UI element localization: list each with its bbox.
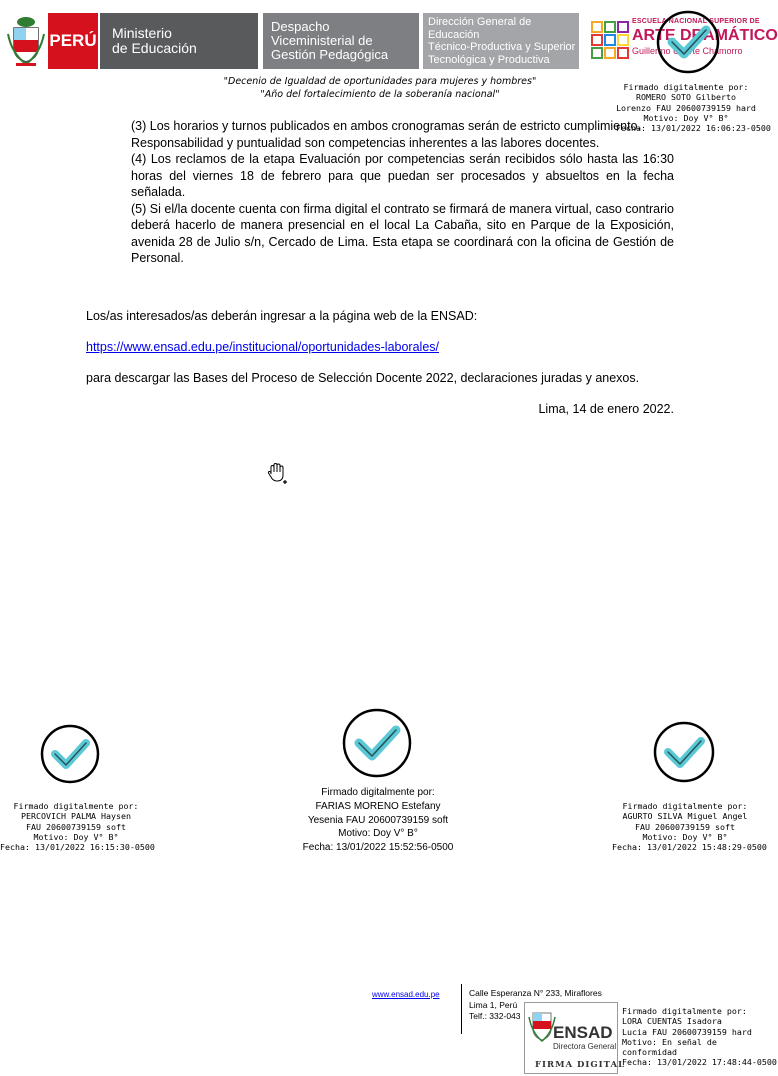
decenio-line-1: "Decenio de Igualdad de oportunidades para mujeres y hombres" [223,76,537,87]
check-circle-icon [654,8,722,76]
conditions-list [131,118,674,267]
signature-line: Motivo: Doy V° B° [642,831,728,842]
signature-line: Firmado digitalmente por: [622,801,748,811]
signature-line: Fecha: 13/01/2022 15:48:29-0500 [612,842,767,853]
signature-line: Fecha: 13/01/2022 16:15:30-0500 [0,842,155,853]
signature-bottom [622,1006,777,1068]
signature-right [612,801,767,853]
despacho-line-2: Viceministerial de [271,33,373,48]
signature-line: PERCOVICH PALMA Haysen [21,811,131,822]
ministerio-line-2: de Educación [112,40,197,56]
stamp-role-text: Directora General [553,1042,617,1051]
condition-4: (4) Los reclamos de la etapa Evaluación por competencias serán recibidos sólo hasta las 16:30 horas del viernes 18 de febrero para que puedan ser procesados y absueltos en la fecha señalada. [131,152,674,199]
signature-line: ROMERO SOTO Gilberto [636,92,736,103]
signature-center [290,786,466,855]
direccion-logo-box [423,13,579,69]
signature-line: Fecha: 13/01/2022 17:48:44-0500 [622,1057,777,1068]
signature-line: FAU 20600739159 soft [635,821,735,832]
footer-divider [461,984,462,1034]
signature-line: Lucia FAU 20600739159 hard [622,1026,752,1037]
signature-line: Firmado digitalmente por: [13,801,139,811]
interesados-text: Los/as interesados/as deberán ingresar a la página web de la ENSAD: [86,309,478,323]
escuela-small-text: ESCUELA NACIONAL SUPERIOR DE [632,18,760,25]
ministerio-line-1: Ministerio [112,25,172,41]
stamp-firma-text: FIRMA DIGITAL [535,1060,626,1070]
signature-line: Fecha: 13/01/2022 15:52:56-0500 [302,842,454,854]
signature-line: Motivo: Doy V° B° [643,112,729,123]
oportunidades-link[interactable]: https://www.ensad.edu.pe/institucional/oportunidades-laborales/ [86,340,439,354]
signature-line: Yesenia FAU 20600739159 soft [307,814,449,826]
ministerio-logo-box [100,13,258,69]
footer-website-link[interactable]: www.ensad.edu.pe [372,990,440,999]
footer-address-line-2: Lima 1, Perú [469,999,518,1010]
direccion-line-1: Dirección General de Educación [428,16,532,41]
signature-line: Firmado digitalmente por: [623,82,749,92]
signature-line: conformidad [622,1047,677,1058]
descargar-text: para descargar las Bases del Proceso de Selección Docente 2022, declaraciones juradas y anexos. [86,371,640,385]
stamp-ensad-text: ENSAD [553,1023,613,1042]
signature-line: LORA CUENTAS Isadora [622,1016,722,1027]
footer-address-line-3: Telf.: 332-043 [469,1011,521,1021]
signature-line: Motivo: Doy V° B° [33,831,119,842]
despacho-logo-box [263,13,419,69]
signature-line: Fecha: 13/01/2022 16:06:23-0500 [616,123,771,134]
condition-3-line-1: (3) Los horarios y turnos publicados en ambos cronogramas serán de estricto cumplimiento. [131,119,641,133]
ensad-pattern-icon [590,20,630,60]
condition-3-line-2: Responsabilidad y puntualidad son competencias inherentes a las labores docentes. [131,135,600,150]
signature-line: Motivo: En señal de [622,1036,717,1047]
signature-line: Lorenzo FAU 20600739159 hard [616,102,756,113]
signature-line: AGURTO SILVA Miguel Angel [622,811,748,822]
peru-coat-of-arms-icon [528,1007,556,1043]
escuela-big-text: ARTE DRAMÁTICO [632,27,778,44]
decenio-line-2: "Año del fortalecimiento de la soberanía nacional" [260,89,500,100]
hand-cursor-icon [266,462,288,486]
signature-left [0,801,155,853]
signature-line: FAU 20600739159 soft [26,821,126,832]
direccion-line-2: Técnico-Productiva y Superior [428,41,576,53]
signature-line: Firmado digitalmente por: [622,1006,747,1016]
direccion-line-3: Tecnológica y Productiva [428,53,550,66]
signature-line: FARIAS MORENO Estefany [315,800,441,812]
fecha-text: Lima, 14 de enero 2022. [538,402,674,416]
check-circle-icon [652,720,716,784]
signature-line: Motivo: Doy V° B° [338,828,418,840]
peru-coat-of-arms-icon [6,14,46,66]
footer-address-line-1: Calle Esperanza N° 233, Miraflores [469,988,602,998]
despacho-line-3: Gestión Pedagógica [271,47,389,62]
peru-label: PERÚ [49,31,97,50]
signature-line: Firmado digitalmente por: [321,787,435,798]
condition-5: (5) Si el/la docente cuenta con firma digital el contrato se firmará de manera virtual, caso contrario deberá hacerlo de manera presencial en el local La Cabaña, sito en Parque de la Exposición, avenida 28 de Julio s/n, Cercado de Lima. Esta etapa se coordinará con la oficina de Gestión de Personal. [131,201,674,265]
check-circle-icon [39,723,101,785]
escuela-name-text: Guillermo Ugarte Chamorro [632,46,743,56]
check-circle-icon [341,707,413,779]
firma-digital-stamp [524,1002,626,1074]
despacho-line-1: Despacho [271,19,330,34]
peru-logo-box [48,13,98,69]
